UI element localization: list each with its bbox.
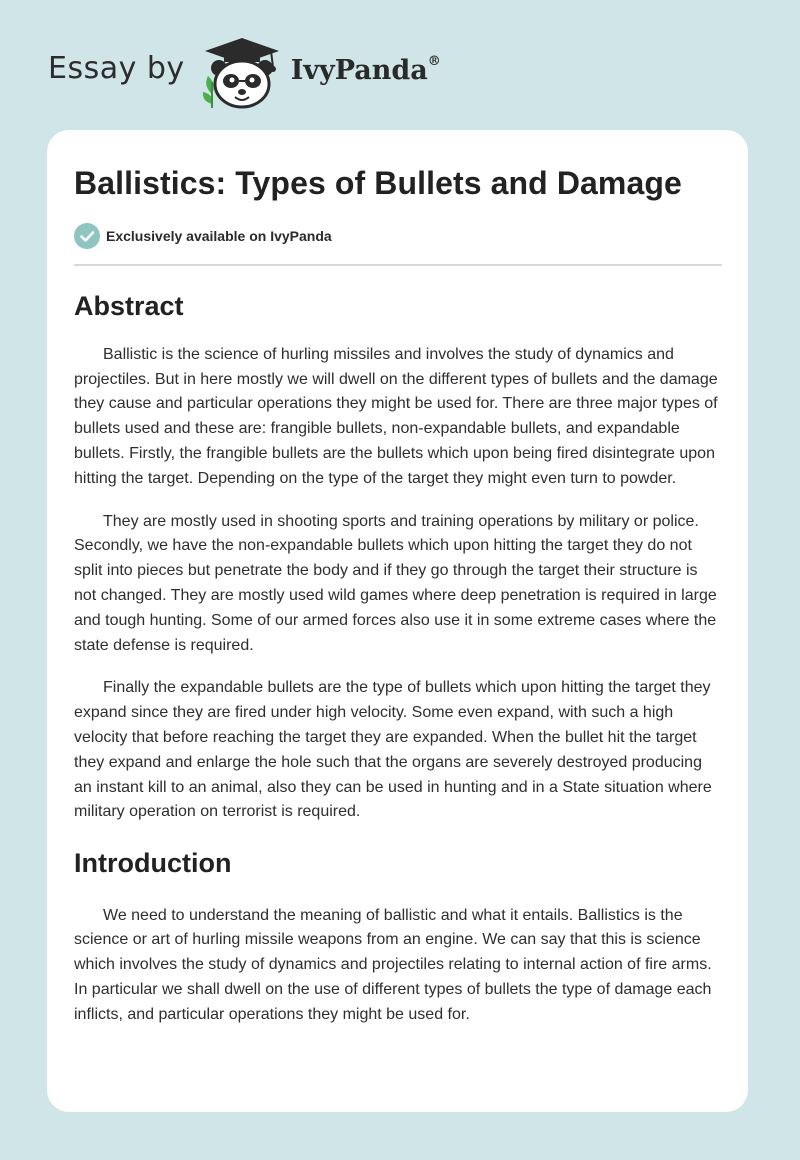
paragraph: They are mostly used in shooting sports and training operations by military or police. Secondly, we have the non-expandable bullets which upon hitting the target they do not split into pieces but penetrate the body and if they go through the target their structure is not changed. They are mostly used wild games where deep penetration is required in large and tough hunting. Some of our armed forces also use it in some extreme cases where the state defense is required. (74, 512, 717, 654)
page-title: Ballistics: Types of Bullets and Damage (74, 165, 682, 201)
introduction-section (74, 847, 722, 1027)
section-heading-introduction: Introduction (74, 848, 232, 879)
paragraph: Ballistic is the science of hurling missiles and involves the study of dynamics and projectiles. But in here mostly we will dwell on the different types of bullets and the damage they cause and particular operations they might be used for. There are three major types of bullets used and these are: frangible bullets, non-expandable bullets, and expandable bullets. Firstly, the frangible bullets are the bullets which upon being fired disintegrate upon hitting the target. Depending on the type of the target they might even turn to powder. (74, 345, 718, 487)
paragraph: We need to understand the meaning of ballistic and what it entails. Ballistics is the science or art of hurling missile weapons from an engine. We can say that this is science which involves the study of dynamics and projectiles relating to internal action of fire arms. In particular we shall dwell on the use of different types of bullets the type of damage each inflicts, and particular operations they might be used for. (74, 906, 712, 1023)
panda-graduate-icon (199, 34, 285, 110)
essay-card (47, 130, 748, 1112)
check-circle-icon (74, 223, 100, 249)
essay-by-label: Essay by (48, 50, 185, 86)
exclusive-badge-text: Exclusively available on IvyPanda (106, 228, 332, 245)
abstract-section (74, 290, 722, 825)
title-divider (74, 264, 722, 266)
exclusive-badge (74, 223, 722, 249)
site-header (48, 34, 441, 110)
paragraph: Finally the expandable bullets are the type of bullets which upon hitting the target they expand since they are fired under high velocity. Some even expand, with such a high velocity that before reaching the target they are expanded. When the bullet hit the target they expand and enlarge the hole such that the organs are severely destroyed producing an instant kill to an animal, also they can be used in hunting and in a State situation where military operation on terrorist is required. (74, 679, 712, 821)
section-heading-abstract: Abstract (74, 291, 184, 322)
ivypanda-brand: IvyPanda® (290, 53, 441, 86)
